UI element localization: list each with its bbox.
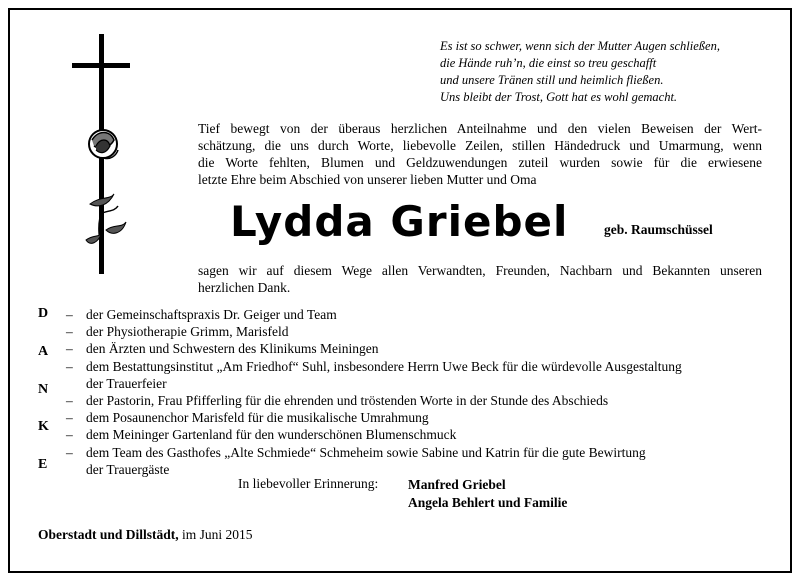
place-date <box>38 527 253 543</box>
intro-line: die Worte fehlten, Blumen und Geldzuwendungen zuteil wurden sowie für die erwiesene <box>198 155 762 170</box>
danke-letter: D <box>38 306 49 321</box>
rose-icon <box>86 130 126 266</box>
signatory: Angela Behlert und Familie <box>408 495 568 510</box>
list-item: – der Gemeinschaftspraxis Dr. Geiger und Team <box>66 307 337 322</box>
list-item: – dem Bestattungsinstitut „Am Friedhof“ Suhl, insbesondere Herrn Uwe Beck für die würdevolle Ausgestaltung <box>66 358 682 374</box>
date: im Juni 2015 <box>182 527 253 542</box>
cross-icon <box>70 34 140 278</box>
place-location: Oberstadt und Dillstädt, <box>38 527 179 542</box>
danke-letter: K <box>38 419 49 434</box>
poem-line: Uns bleibt der Trost, Gott hat es wohl gemacht. <box>440 90 678 104</box>
thanks-list <box>66 306 766 478</box>
intro-line: letzte Ehre beim Abschied von unserer lieben Mutter und Oma <box>198 172 537 187</box>
poem <box>440 38 770 106</box>
intro-line: schätzung, die uns durch Worte, liebevolle Zeilen, stillen Händedruck und Umarmung, wenn <box>198 138 762 153</box>
birth-name: geb. Raumschüssel <box>604 222 713 237</box>
thanks-line: herzlichen Dank. <box>198 280 291 295</box>
thanks-paragraph <box>198 262 762 296</box>
intro-paragraph <box>198 120 762 188</box>
signatory: Manfred Griebel <box>408 477 506 492</box>
memory-names <box>408 476 567 512</box>
poem-line: die Hände ruh’n, die einst so treu geschafft <box>440 56 657 70</box>
list-item: – der Pastorin, Frau Pfifferling für die ehrenden und tröstenden Worte in der Stunde des Abschieds <box>66 393 609 409</box>
danke-letter: N <box>38 382 49 397</box>
thanks-line: sagen wir auf diesem Wege allen Verwandten, Freunden, Nachbarn und Bekannten unseren <box>198 263 762 278</box>
list-item-continuation: der Trauergäste <box>86 461 170 477</box>
intro-line: Tief bewegt von der überaus herzlichen Anteilnahme und den vielen Beweisen der Wert- <box>198 121 762 136</box>
danke-letter: A <box>38 344 49 359</box>
list-item-continuation: der Trauerfeier <box>86 375 167 391</box>
cross-with-rose <box>70 34 140 278</box>
danke-letter: E <box>38 457 48 472</box>
list-item: – den Ärzten und Schwestern des Klinikums Meiningen <box>66 341 379 357</box>
poem-line: Es ist so schwer, wenn sich der Mutter Augen schließen, <box>440 39 720 53</box>
poem-line: und unsere Tränen still und heimlich fließen. <box>440 73 664 87</box>
list-item: – dem Posaunenchor Marisfeld für die musikalische Umrahmung <box>66 410 429 426</box>
list-item: – dem Team des Gasthofes „Alte Schmiede“ Schmeheim sowie Sabine und Katrin für die gute Bewirtung <box>66 444 646 460</box>
list-item: – der Physiotherapie Grimm, Marisfeld <box>66 324 289 340</box>
list-item: – dem Meininger Gartenland für den wunderschönen Blumenschmuck <box>66 427 457 443</box>
memory-label: In liebevoller Erinnerung: <box>238 476 379 491</box>
deceased-name: Lydda Griebel <box>230 197 569 246</box>
